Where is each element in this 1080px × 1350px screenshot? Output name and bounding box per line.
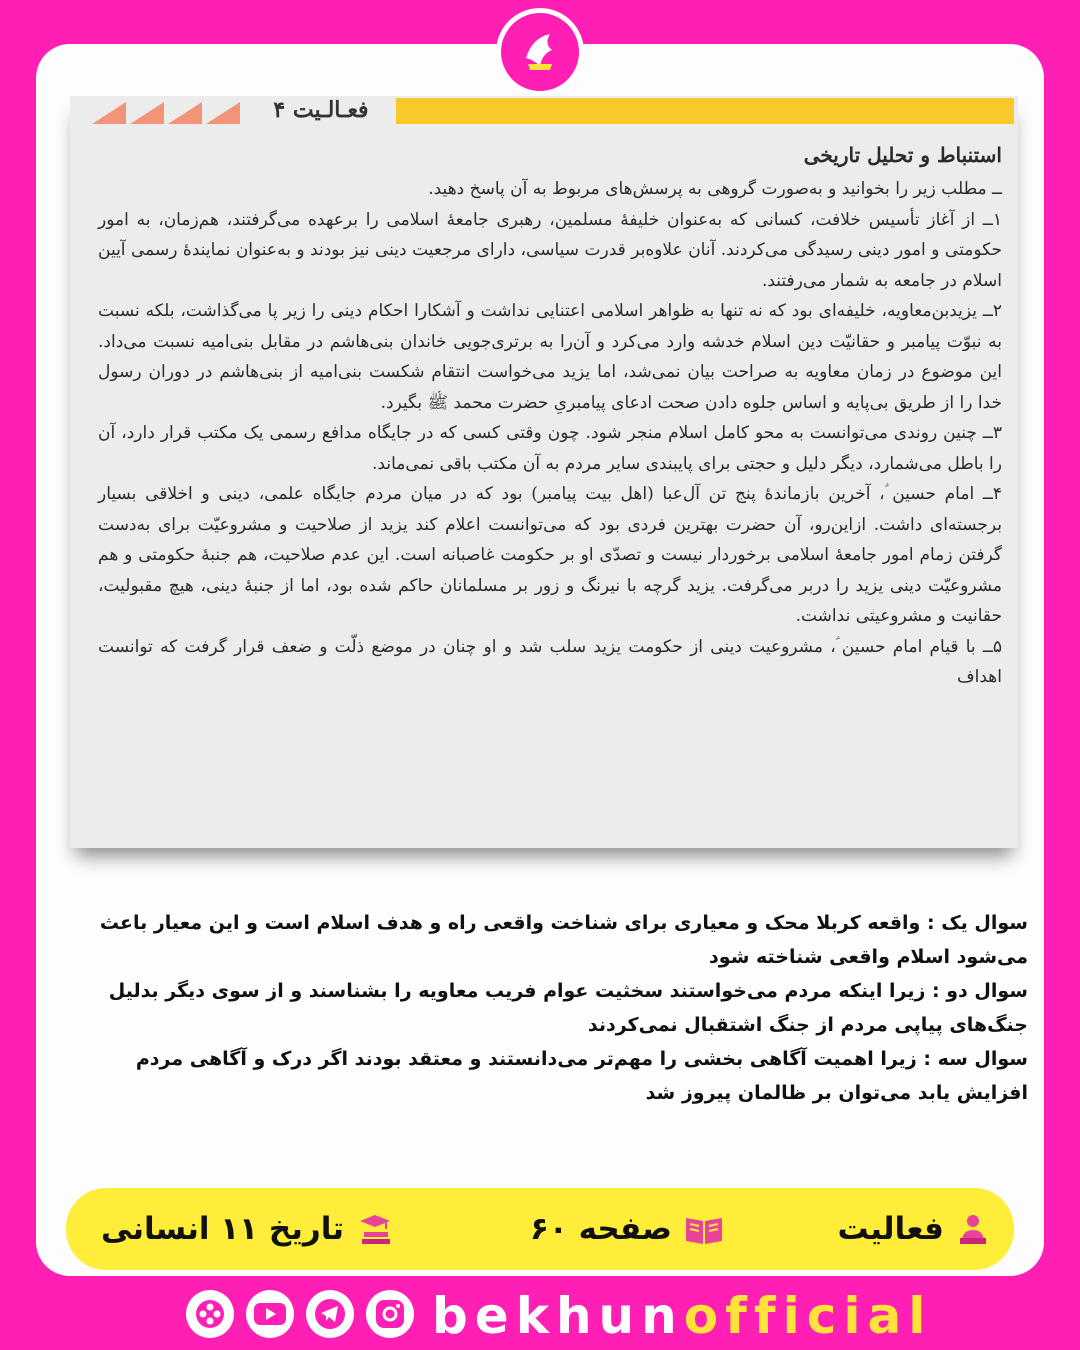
brand-accent: official xyxy=(683,1287,933,1345)
brand-name xyxy=(432,1284,932,1348)
scan-body xyxy=(98,140,1002,693)
section-heading: استنباط و تحلیل تاریخی xyxy=(803,143,1002,167)
answer-two: سوال دو : زیرا اینکه مردم می‌خواستند سخثیت عوام فریب معاویه را بشناسند و از سوی دیگر بدلیل جنگ‌های پیاپی مردم از جنگ اشتقبال نمی‌کردند xyxy=(108,980,1028,1036)
book-info xyxy=(101,1188,394,1270)
activity-label: فعالیت xyxy=(837,1211,944,1247)
open-book-icon xyxy=(684,1212,724,1246)
answer-one: سوال یک : واقعه کربلا محک و معیاری برای شناخت واقعی راه و هدف اسلام است و این معیار باعث می‌شود اسلام واقعی شناخته شود xyxy=(99,912,1028,968)
instagram-icon xyxy=(374,1298,406,1330)
teacher-icon xyxy=(956,1212,990,1246)
decor-triangle xyxy=(130,102,164,124)
graduation-books-icon xyxy=(356,1212,394,1246)
activity-header xyxy=(70,96,1018,130)
decor-triangle xyxy=(206,102,240,124)
answers-block xyxy=(62,906,1028,1110)
paragraph: ۵ــ با قیام امام حسین ؑ، مشروعیت دینی از حکومت یزید سلب شد و او چنان در موضع ذلّت و ضعف قرار گرفت که توانست اهداف xyxy=(98,636,1002,687)
activity-header-bar xyxy=(298,98,1014,124)
brand-main: bekhun xyxy=(432,1287,684,1345)
film-reel-icon xyxy=(194,1298,226,1330)
activity-info xyxy=(837,1188,990,1270)
instagram-link[interactable] xyxy=(366,1290,414,1338)
bekhun-logo xyxy=(496,8,584,96)
answer-three: سوال سه : زیرا اهمیت آگاهی بخشی را مهم‌تر می‌دانستند و معتقد بودند اگر درک و آگاهی مردم افزایش یابد می‌توان بر ظالمان پیروز شد xyxy=(135,1048,1028,1104)
telegram-icon xyxy=(314,1298,346,1330)
bekhun-logo-icon xyxy=(512,24,568,80)
youtube-link[interactable] xyxy=(246,1290,294,1338)
decor-triangle xyxy=(92,102,126,124)
paragraph: ۲ــ یزیدبن‌معاویه، خلیفه‌ای بود که نه تنها به ظواهر اسلامی اعتنایی نداشت و آشکارا احکام دینی را زیر پا می‌گذاشت، بلکه نسبت به نبوّت پیامبر و حقانیّت دین اسلام خدشه وارد می‌کرد و آن‌را به برتری‌جویی خاندان بنی‌هاشم در مقابل بنی‌امیه نسبت می‌داد. این موضوع در زمان معاویه به صراحت بیان نمی‌شد، اما یزید می‌خواست انتقام شکست بنی‌امیه از بنی‌هاشم در دوران رسول خدا را از طریق بی‌پایه و اساس جلوه دادن صحت ادعای پیامبریِ حضرت محمد ﷺ بگیرد. xyxy=(98,301,1002,413)
book-label: تاریخ ۱۱ انسانی xyxy=(101,1211,344,1247)
page-info xyxy=(530,1188,724,1270)
film-reel-link[interactable] xyxy=(186,1290,234,1338)
textbook-scan xyxy=(70,96,1018,848)
info-bar xyxy=(66,1188,1014,1270)
page-label: صفحه ۶۰ xyxy=(529,1211,672,1247)
paragraph: ۳ــ چنین روندی می‌توانست به محو کامل اسلام منجر شود. چون وقتی کسی که در جایگاه مدافع رسمی یک مکتب قرار دارد، آن را باطل می‌شمارد، دیگر دلیل و حجتی برای پایبندی سایر مردم به آن مکتب باقی نمی‌ماند. xyxy=(98,423,1002,474)
activity-title: فعـالـیت ۴ xyxy=(246,96,396,126)
youtube-icon xyxy=(253,1301,287,1327)
paragraph: ۴ــ امام حسین ؑ، آخرین بازماندهٔ پنج تن آل‌عبا (اهل بیت پیامبر) بود که در میان مردم جایگاه علمی، دینی و اخلاقی بسیار برجسته‌ای داشت. ازاین‌رو، آن حضرت بهترین فردی بود که می‌توانست اعلام کند یزید از صلاحیت و مشروعیّت برای به‌دست گرفتن زمام امور جامعهٔ اسلامی برخوردار نیست و تصدّی او بر حکومت غاصبانه است. این عدم صلاحیت، هم جنبهٔ حکومتی و هم مشروعیّت دینی یزید را دربر می‌گرفت. یزید گرچه با نیرنگ و زور بر مسلمانان حاکم شده بود، اما از جنبهٔ دینی، هیچ مقبولیت، حقانیت و مشروعیتی نداشت. xyxy=(98,484,1002,626)
paragraph: ۱ــ از آغاز تأسیس خلافت، کسانی که به‌عنوان خلیفهٔ مسلمین، رهبری جامعهٔ اسلامی را برعهده می‌گرفتند، هم‌زمان، به امور حکومتی و امور دینی رسیدگی می‌کردند. آنان علاوه‌بر قدرت سیاسی، دارای مرجعیت دینی نیز بودند و به‌عنوان نمایندهٔ رسمی آیین اسلام در جامعه به شمار می‌رفتند. xyxy=(98,209,1002,291)
footer xyxy=(0,1282,1080,1350)
decor-triangle xyxy=(168,102,202,124)
instruction-text: ــ مطلب زیر را بخوانید و به‌صورت گروهی به پرسش‌های مربوط به آن پاسخ دهید. xyxy=(428,179,1002,199)
telegram-link[interactable] xyxy=(306,1290,354,1338)
